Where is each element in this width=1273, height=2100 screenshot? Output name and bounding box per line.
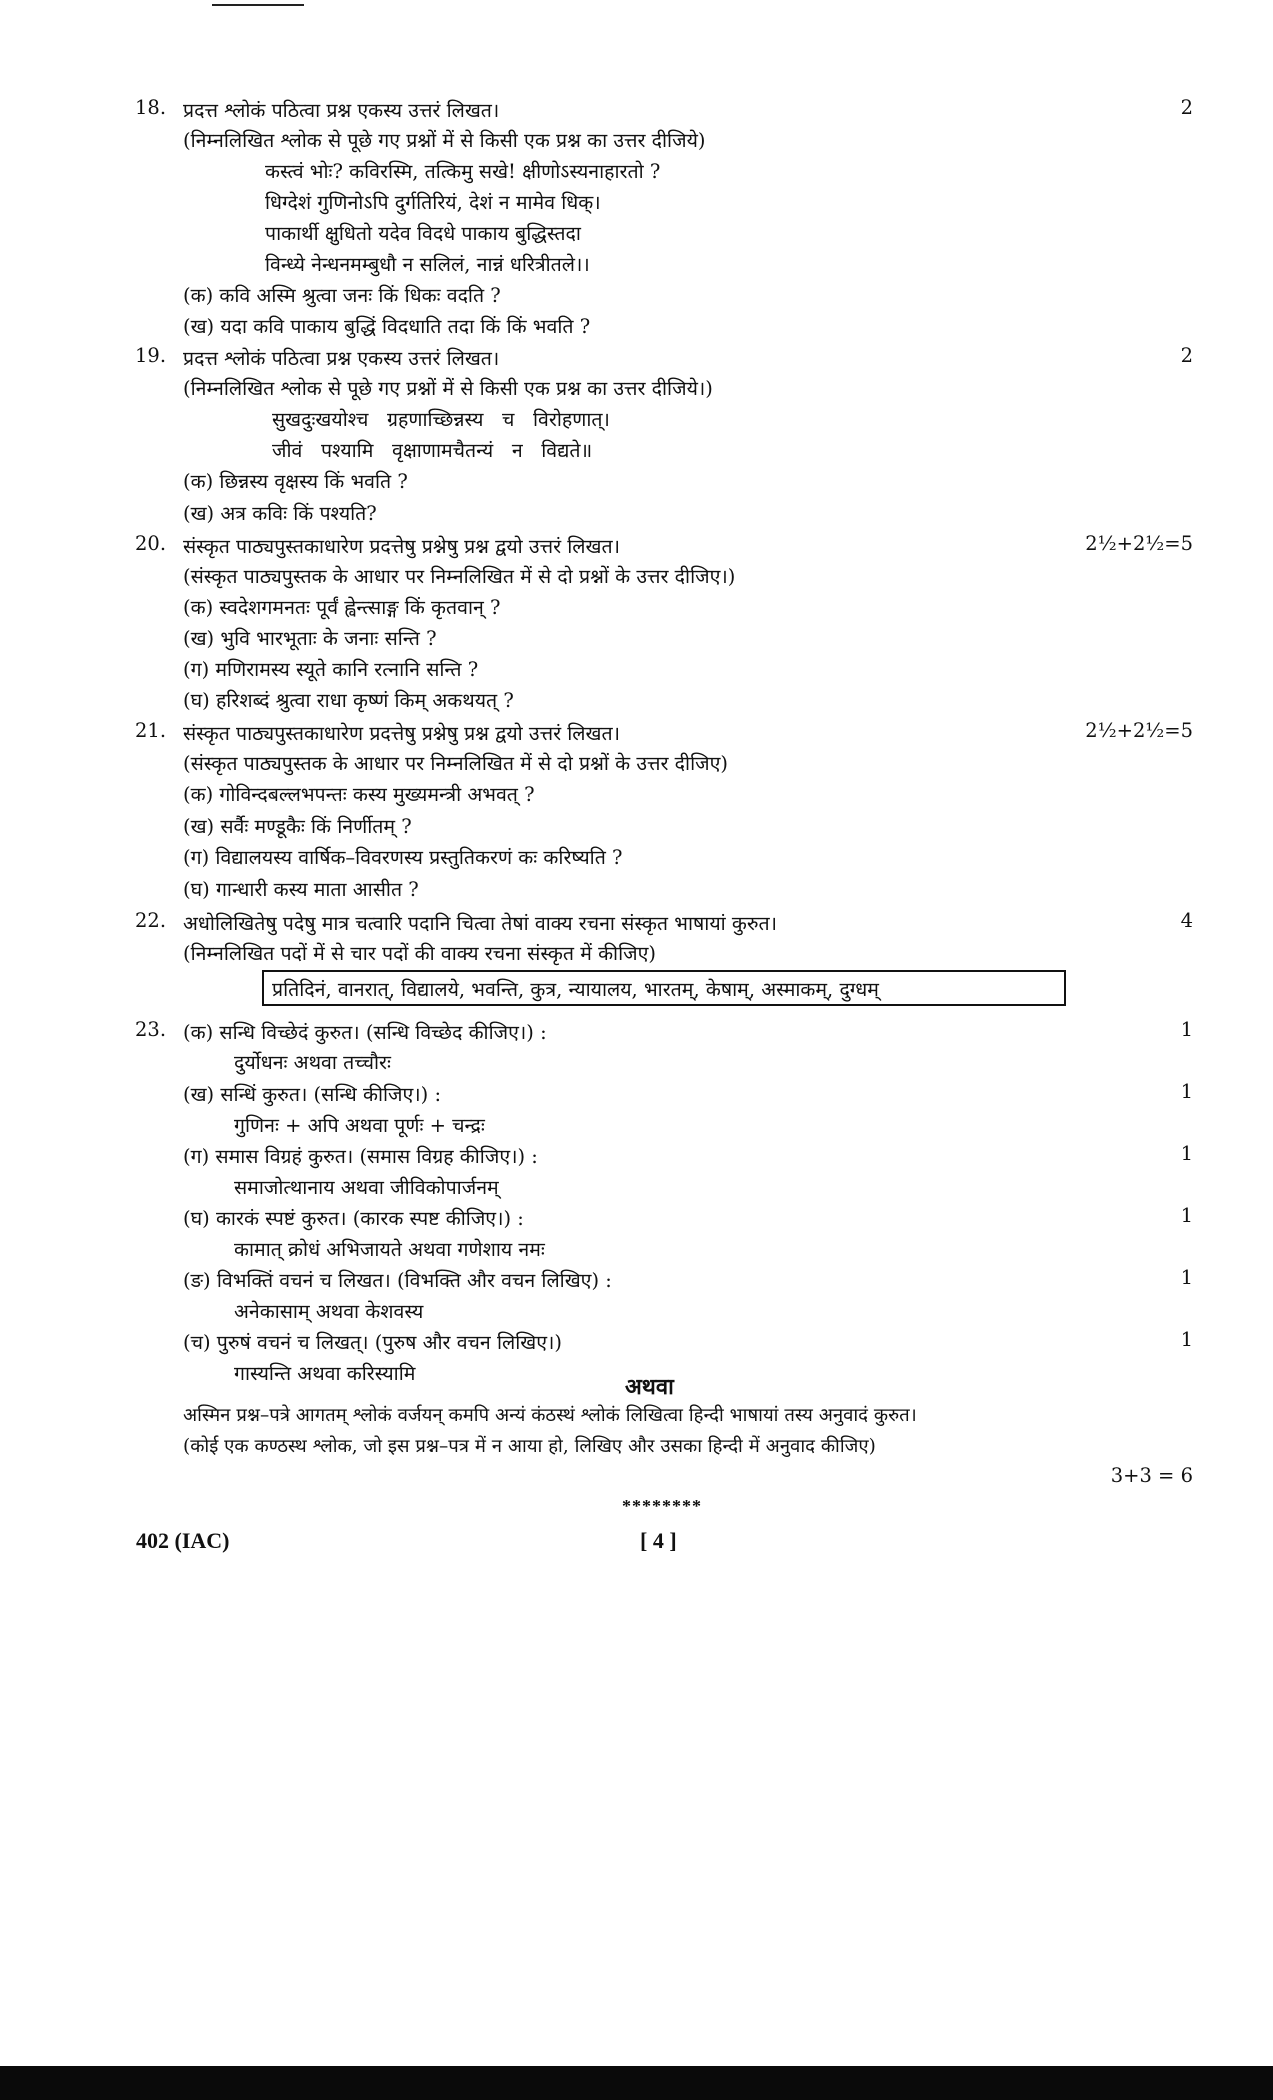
question-number: 20.	[135, 532, 167, 555]
question-marks: 1	[1180, 1142, 1193, 1165]
question-instruction-hindi: (संस्कृत पाठ्यपुस्तक के आधार पर निम्नलिखित में से दो प्रश्नों के उत्तर दीजिए।)	[183, 565, 736, 588]
sub-question-a: (क) सन्धि विच्छेदं कुरुत। (सन्धि विच्छेद कीजिए।) :	[183, 1021, 547, 1044]
alternative-question: अस्मिन प्रश्न–पत्रे आगतम् श्लोकं वर्जयन् कमपि अन्यं कंठस्थं श्लोकं लिखित्वा हिन्दी भाषायां तस्य अनुवादं कुरुत।	[183, 1405, 917, 1426]
sub-question-f: (च) पुरुषं वचनं च लिखत्। (पुरुष और वचन लिखिए।)	[183, 1331, 562, 1354]
sub-question-c: (ग) मणिरामस्य स्यूते कानि रत्नानि सन्ति ?	[183, 658, 479, 681]
question-marks: 1	[1180, 1080, 1193, 1103]
question-number: 18.	[135, 96, 167, 119]
paper-code: 402 (IAC)	[136, 1528, 230, 1553]
alternative-marks: 3+3 = 6	[1110, 1464, 1193, 1487]
question-number: 23.	[135, 1018, 167, 1041]
question-instruction-hindi: (संस्कृत पाठ्यपुस्तक के आधार पर निम्नलिखित में से दो प्रश्नों के उत्तर दीजिए)	[183, 752, 728, 775]
question-marks: 2½+2½=5	[1085, 719, 1193, 742]
page-number: [ 4 ]	[640, 1528, 677, 1553]
top-rule	[212, 4, 304, 6]
sub-question-d: (घ) हरिशब्दं श्रुत्वा राधा कृष्णं किम् अकथयत् ?	[183, 689, 514, 712]
question-marks: 1	[1180, 1018, 1193, 1041]
question-title: प्रदत्त श्लोकं पठित्वा प्रश्न एकस्य उत्तरं लिखत।	[183, 99, 500, 122]
question-marks: 2	[1180, 96, 1193, 119]
sub-question-c-items: समाजोत्थानाय अथवा जीविकोपार्जनम्	[234, 1176, 499, 1199]
alternative-question-hindi: (कोई एक कण्ठस्थ श्लोक, जो इस प्रश्न–पत्र में न आया हो, लिखिए और उसका हिन्दी में अनुवाद कीजिए)	[183, 1436, 876, 1457]
question-marks: 1	[1180, 1204, 1193, 1227]
question-marks: 2	[1180, 344, 1193, 367]
verse-line: जीवं पश्यामि वृक्षाणामचैतन्यं न विद्यते॥	[272, 439, 593, 462]
question-number: 22.	[135, 909, 167, 932]
verse-line: कस्त्वं भोः? कविरस्मि, तत्किमु सखे! क्षीणोऽस्यनाहारतो ?	[265, 160, 661, 183]
sub-question-b: (ख) सन्धिं कुरुत। (सन्धि कीजिए।) :	[183, 1083, 442, 1106]
question-instruction-hindi: (निम्नलिखित पदों में से चार पदों की वाक्य रचना संस्कृत में कीजिए)	[183, 942, 657, 965]
or-heading: अथवा	[625, 1374, 674, 1400]
sub-question-b-items: गुणिनः + अपि अथवा पूर्णः + चन्द्रः	[234, 1114, 485, 1137]
sub-question-a: (क) गोविन्दबल्लभपन्तः कस्य मुख्यमन्त्री अभवत् ?	[183, 783, 535, 806]
scan-bottom-edge	[0, 2066, 1273, 2100]
sub-question-a: (क) छिन्नस्य वृक्षस्य किं भवति ?	[183, 470, 408, 493]
question-instruction-hindi: (निम्नलिखित श्लोक से पूछे गए प्रश्नों में से किसी एक प्रश्न का उत्तर दीजिये।)	[183, 377, 713, 400]
word-list-box	[262, 970, 1066, 1006]
sub-question-d-items: कामात् क्रोधं अभिजायते अथवा गणेशाय नमः	[234, 1238, 545, 1261]
sub-question-b: (ख) यदा कवि पाकाय बुद्धिं विदधाति तदा किं किं भवति ?	[183, 315, 591, 338]
verse-line: विन्ध्ये नेन्धनमम्बुधौ न सलिलं, नान्नं धरित्रीतले।।	[265, 253, 590, 276]
sub-question-a: (क) स्वदेशगमनतः पूर्वं ह्वेन्त्साङ्ग किं कृतवान् ?	[183, 596, 501, 619]
question-title: संस्कृत पाठ्यपुस्तकाधारेण प्रदत्तेषु प्रश्नेषु प्रश्न द्वयो उत्तरं लिखत।	[183, 535, 620, 558]
sub-question-d: (घ) गान्धारी कस्य माता आसीत ?	[183, 878, 419, 901]
sub-question-b: (ख) सर्वैः मण्डूकैः किं निर्णीतम् ?	[183, 815, 412, 838]
sub-question-c: (ग) विद्यालयस्य वार्षिक–विवरणस्य प्रस्तुतिकरणं कः करिष्यति ?	[183, 846, 623, 869]
sub-question-a: (क) कवि अस्मि श्रुत्वा जनः किं धिकः वदति ?	[183, 284, 501, 307]
question-number: 19.	[135, 344, 167, 367]
verse-line: सुखदुःखयोश्च ग्रहणाच्छिन्नस्य च विरोहणात्।	[272, 408, 610, 431]
question-marks: 1	[1180, 1328, 1193, 1351]
sub-question-c: (ग) समास विग्रहं कुरुत। (समास विग्रह कीजिए।) :	[183, 1145, 538, 1168]
question-marks: 2½+2½=5	[1085, 532, 1193, 555]
sub-question-b: (ख) अत्र कविः किं पश्यति?	[183, 502, 377, 525]
question-title: अधोलिखितेषु पदेषु मात्र चत्वारि पदानि चित्वा तेषां वाक्य रचना संस्कृत भाषायां कुरुत।	[183, 912, 778, 935]
question-marks: 4	[1180, 909, 1193, 932]
question-title: संस्कृत पाठ्यपुस्तकाधारेण प्रदत्तेषु प्रश्नेषु प्रश्न द्वयो उत्तरं लिखत।	[183, 722, 620, 745]
end-stars: ********	[622, 1496, 702, 1516]
word-list: प्रतिदिनं, वानरात्, विद्यालये, भवन्ति, कुत्र, न्यायालय, भारतम्, केषाम्, अस्माकम्, दुग्धम्	[272, 978, 879, 1001]
sub-question-d: (घ) कारकं स्पष्टं कुरुत। (कारक स्पष्ट कीजिए।) :	[183, 1207, 524, 1230]
sub-question-b: (ख) भुवि भारभूताः के जनाः सन्ति ?	[183, 627, 437, 650]
verse-line: पाकार्थी क्षुधितो यदेव विदधे पाकाय बुद्धिस्तदा	[265, 222, 581, 245]
question-instruction-hindi: (निम्नलिखित श्लोक से पूछे गए प्रश्नों में से किसी एक प्रश्न का उत्तर दीजिये)	[183, 129, 706, 152]
sub-question-a-items: दुर्योधनः अथवा तच्चौरः	[234, 1051, 391, 1074]
sub-question-e: (ङ) विभक्तिं वचनं च लिखत। (विभक्ति और वचन लिखिए) :	[183, 1269, 612, 1292]
question-marks: 1	[1180, 1266, 1193, 1289]
sub-question-e-items: अनेकासाम् अथवा केशवस्य	[234, 1300, 424, 1323]
question-number: 21.	[135, 719, 167, 742]
sub-question-f-items: गास्यन्ति अथवा करिस्यामि	[234, 1362, 416, 1385]
verse-line: धिग्देशं गुणिनोऽपि दुर्गतिरियं, देशं न मामेव धिक्।	[265, 191, 601, 214]
question-title: प्रदत्त श्लोकं पठित्वा प्रश्न एकस्य उत्तरं लिखत।	[183, 347, 500, 370]
